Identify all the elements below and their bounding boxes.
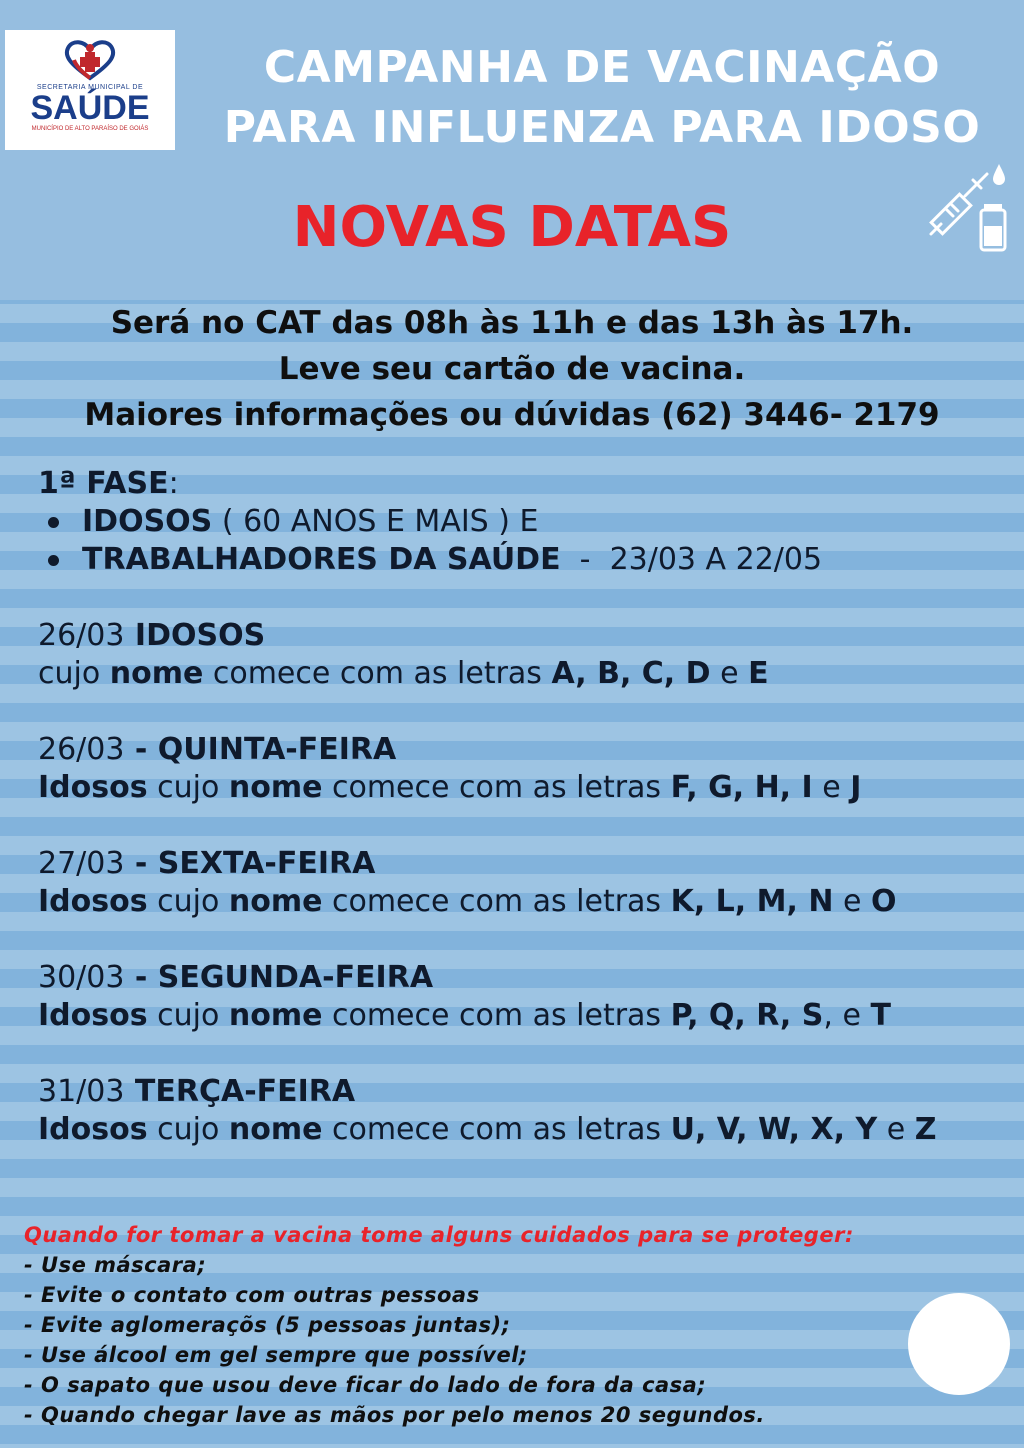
detail-mid: comece com as letras [322,770,671,805]
day-date: 26/03 [38,618,125,653]
logo-org-sub: MUNICÍPIO DE ALTO PARAÍSO DE GOIÁS [31,126,149,132]
day-heading [38,1073,1008,1111]
detail-last: J [850,770,862,805]
detail-mid: comece com as letras [322,1112,671,1147]
info-line-phone: Maiores informações ou dúvidas (62) 3446- 2179 [84,397,940,433]
bullet-icon [48,517,59,528]
day-date: 27/03 [38,846,125,881]
schedule [38,465,1008,1149]
detail-e: , e [823,998,871,1033]
detail-letters: K, L, M, N [670,884,834,919]
detail-e: e [833,884,871,919]
detail-cujo: cujo [147,884,229,919]
day-block-2 [38,731,1008,807]
detail-cujo: cujo [38,656,110,691]
day-date: 26/03 [38,732,125,767]
phase-list [38,503,1008,579]
phase-label: 1ª FASE [38,466,169,501]
page-title [180,38,1024,158]
detail-pre: Idosos [38,770,148,805]
decorative-circle [908,1293,1010,1395]
day-block-1 [38,617,1008,693]
precaution-item: - Quando chegar lave as mãos por pelo menos 20 segundos. [24,1403,765,1427]
detail-e: e [812,770,851,805]
heart-cross-logo-icon [60,38,120,82]
phase-item-2-rest: - 23/03 A 22/05 [560,542,823,577]
detail-letters: F, G, H, I [670,770,813,805]
precaution-item: - Use máscara; [24,1253,207,1277]
info-block [0,300,1024,438]
detail-e: e [710,656,749,691]
day-title: IDOSOS [124,618,266,653]
detail-nome: nome [228,770,323,805]
phase-item-2-bold: TRABALHADORES DA SAÚDE [82,542,561,577]
precautions-block [24,1220,1004,1430]
phase-header [38,465,1008,503]
detail-nome: nome [228,998,323,1033]
list-item [46,503,1008,541]
detail-last: Z [914,1112,937,1147]
detail-letters: A, B, C, D [551,656,711,691]
day-date: 31/03 [38,1074,125,1109]
new-dates-heading: NOVAS DATAS [292,195,732,260]
detail-letters: U, V, W, X, Y [670,1112,878,1147]
precaution-item: - Evite o contato com outras pessoas [24,1283,480,1307]
detail-last: T [870,998,891,1033]
info-line-card: Leve seu cartão de vacina. [278,351,746,387]
detail-nome: nome [109,656,204,691]
detail-cujo: cujo [147,1112,229,1147]
day-title: - SEXTA-FEIRA [124,846,376,881]
phase-item-1-rest: ( 60 ANOS E MAIS ) E [212,504,539,539]
detail-cujo: cujo [147,998,229,1033]
day-title: TERÇA-FEIRA [124,1074,356,1109]
day-detail [38,883,1008,921]
health-department-logo [5,30,175,150]
logo-org-name: SAÚDE [30,89,150,127]
detail-cujo: cujo [147,770,229,805]
title-line-1: CAMPANHA DE VACINAÇÃO [263,42,941,93]
detail-pre: Idosos [38,998,148,1033]
day-block-3 [38,845,1008,921]
day-detail [38,769,1008,807]
detail-last: O [870,884,897,919]
precautions-title: Quando for tomar a vacina tome alguns cuidados para se proteger: [24,1223,854,1247]
phase-item-1-bold: IDOSOS [82,504,213,539]
detail-pre: Idosos [38,1112,148,1147]
day-detail [38,997,1008,1035]
day-title: - QUINTA-FEIRA [124,732,397,767]
day-heading [38,959,1008,997]
detail-mid: comece com as letras [203,656,552,691]
detail-nome: nome [228,1112,323,1147]
info-line-hours: Será no CAT das 08h às 11h e das 13h às 17h. [110,305,914,341]
day-detail [38,1111,1008,1149]
precaution-item: - Evite aglomeraçõs (5 pessoas juntas); [24,1313,511,1337]
phase-colon: : [168,466,179,501]
detail-letters: P, Q, R, S [670,998,824,1033]
day-detail [38,655,1008,693]
precaution-item: - O sapato que usou deve ficar do lado de fora da casa; [24,1373,707,1397]
title-line-2: PARA INFLUENZA PARA IDOSO [223,102,981,153]
day-block-5 [38,1073,1008,1149]
detail-e: e [877,1112,915,1147]
day-heading [38,617,1008,655]
day-heading [38,731,1008,769]
detail-pre: Idosos [38,884,148,919]
day-title: - SEGUNDA-FEIRA [124,960,434,995]
bullet-icon [48,555,59,566]
logo-org-small: SECRETARIA MUNICIPAL DE [36,84,144,91]
list-item [46,541,1008,579]
detail-mid: comece com as letras [322,998,671,1033]
day-heading [38,845,1008,883]
precaution-item: - Use álcool em gel sempre que possível; [24,1343,528,1367]
day-block-4 [38,959,1008,1035]
day-date: 30/03 [38,960,125,995]
detail-mid: comece com as letras [322,884,671,919]
detail-nome: nome [228,884,323,919]
detail-last: E [748,656,769,691]
